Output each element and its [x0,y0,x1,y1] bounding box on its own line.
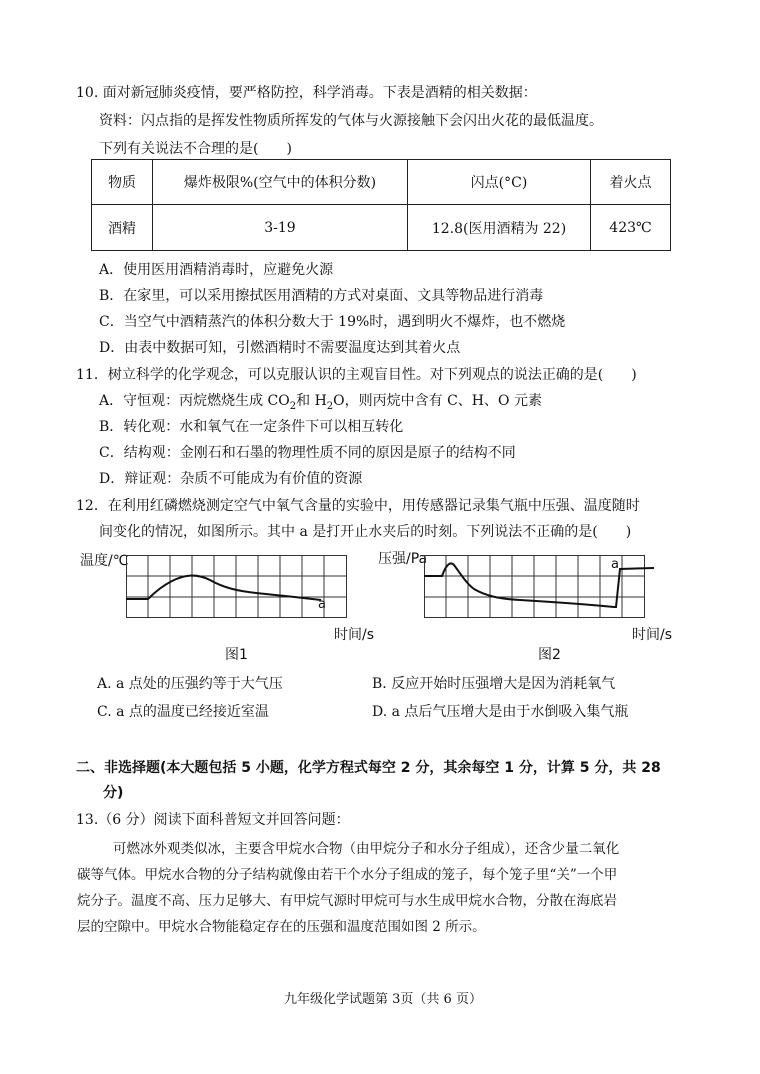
subscript: 2 [326,400,334,412]
table-header-cell: 爆炸极限%(空气中的体积分数) [153,160,408,205]
fig2-pressure-chart [424,555,669,621]
q10-option-a: A．使用医用酒精消毒时，应避免火源 [99,262,334,278]
q11-option-a-text: A．守恒观：丙烷燃烧生成 CO [99,393,290,409]
fig1-temperature-curve [126,576,321,600]
q13-paragraph-line: 层的空隙中。甲烷水合物能稳定存在的压强和温度范围如图 2 所示。 [77,919,486,935]
alcohol-data-table [91,159,671,251]
table-cell: 12.8(医用酒精为 22) [408,205,591,251]
page-footer: 九年级化学试题第 3页（共 6 页） [284,992,482,1007]
q11-option-a-text: 和 H [296,393,327,409]
q13-paragraph-line: 烷分子。温度不高、压力足够大、有甲烷气源时甲烷可与水生成甲烷水合物，分散在海底岩 [77,893,617,909]
q10-stem: 10. 面对新冠肺炎疫情，要严格防控，科学消毒。下表是酒精的相关数据： [76,85,537,101]
q11-stem: 11．树立科学的化学观念，可以克服认识的主观盲目性。对下列观点的说法正确的是( ) [76,367,637,383]
q10-option-c: C．当空气中酒精蒸汽的体积分数大于 19%时，遇到明火不爆炸，也不燃烧 [99,314,566,330]
q12-option-c: C. a 点的温度已经接近室温 [97,704,269,720]
table-header-cell: 着火点 [591,160,671,205]
fig2-point-a: a [611,557,619,572]
section2-title-cont: 分) [103,785,124,801]
fig2-x-label: 时间/s [632,627,673,643]
q11-option-b: B．转化观：水和氧气在一定条件下可以相互转化 [99,419,404,435]
q10-option-b: B．在家里，可以采用擦拭医用酒精的方式对桌面、文具等物品进行消毒 [99,288,544,304]
table-row [92,205,671,251]
q11-option-c: C．结构观：金刚石和石墨的物理性质不同的原因是原子的结构不同 [99,445,516,461]
table-header-cell: 闪点(°C) [408,160,591,205]
q11-option-a-text: O，则丙烷中含有 C、H、O 元素 [333,393,542,409]
q11-option-d: D．辩证观：杂质不可能成为有价值的资源 [99,471,363,487]
q13-stem: 13.（6 分）阅读下面科普短文并回答问题： [76,812,350,828]
fig1-y-label: 温度/℃ [80,553,129,569]
fig1-point-a: a [318,597,326,612]
q12-option-b: B. 反应开始时压强增大是因为消耗氧气 [372,676,616,692]
q12-stem-line2: 间变化的情况，如图所示。其中 a 是打开止水夹后的时刻。下列说法不正确的是( ) [99,524,632,540]
subscript: 2 [289,400,297,412]
q11-option-a [99,390,542,412]
fig2-caption: 图2 [538,647,561,663]
q12-option-a: A. a 点处的压强约等于大气压 [97,676,283,692]
q13-paragraph-line: 可燃冰外观类似冰，主要含甲烷水合物（由甲烷分子和水分子组成），还含少量二氧化 [113,841,620,857]
q10-info: 资料：闪点指的是挥发性物质所挥发的气体与火源接触下会闪出火花的最低温度。 [99,113,603,129]
q12-stem-line1: 12．在利用红磷燃烧测定空气中氧气含量的实验中，用传感器记录集气瓶中压强、温度随时 [76,498,640,514]
q10-ask: 下列有关说法不合理的是( ) [99,141,292,157]
table-header-row [92,160,671,205]
section2-title: 二、非选择题(本大题包括 5 小题，化学方程式每空 2 分，其余每空 1 分，计算 5 分，共 28 [76,760,661,776]
fig1-x-label: 时间/s [334,627,375,643]
q13-paragraph-line: 碳等气体。甲烷水合物的分子结构就像由若干个水分子组成的笼子，每个笼子里“关”一个甲 [77,867,618,883]
fig2-y-label: 压强/Pa [378,551,428,567]
table-cell: 3-19 [153,205,408,251]
fig1-grid [126,555,347,618]
table-cell: 423℃ [591,205,671,251]
fig2-pressure-curve [424,563,654,607]
table-cell: 酒精 [92,205,153,251]
table-header-cell: 物质 [92,160,153,205]
q12-option-d: D. a 点后气压增大是由于水倒吸入集气瓶 [372,704,629,720]
q10-option-d: D．由表中数据可知，引燃酒精时不需要温度达到其着火点 [99,340,461,356]
fig1-caption: 图1 [225,647,248,663]
